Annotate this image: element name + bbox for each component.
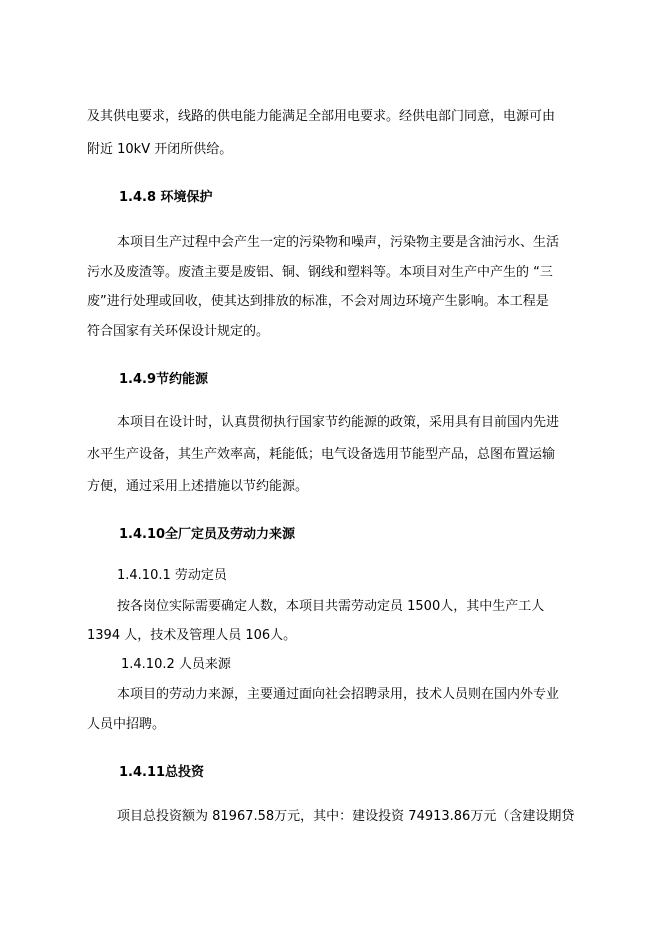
section-heading-environment: 1.4.8 环境保护 — [119, 190, 213, 205]
investment-para-line: 项目总投资额为 81967.58万元，其中：建设投资 74913.86万元（含建设期贷 — [117, 809, 575, 824]
subsection-heading-labor-quota: 1.4.10.1 劳动定员 — [117, 568, 227, 583]
power-supply-line-2: 附近 10kV 开闭所供给。 — [87, 142, 233, 157]
energy-para-line: 方便，通过采用上述措施以节约能源。 — [87, 479, 309, 494]
staff-para-line: 1394 人，技术及管理人员 106人。 — [87, 628, 297, 643]
subsection-heading-staff-source: 1.4.10.2 人员来源 — [121, 657, 231, 672]
section-heading-energy: 1.4.9节约能源 — [119, 372, 209, 387]
staff-para-line: 按各岗位实际需要确定人数，本项目共需劳动定员 1500人，其中生产工人 — [117, 599, 545, 614]
env-para-line: 符合国家有关环保设计规定的。 — [87, 324, 270, 339]
staff-source-para-line: 本项目的劳动力来源，主要通过面向社会招聘录用，技术人员则在国内外专业 — [117, 687, 560, 702]
power-supply-line-1: 及其供电要求，线路的供电能力能满足全部用电要求。经供电部门同意，电源可由 — [87, 109, 556, 124]
env-para-line: 污水及废渣等。废渣主要是废铝、铜、钢线和塑料等。本项目对生产中产生的 “三 — [87, 265, 553, 280]
staff-source-para-line: 人员中招聘。 — [87, 717, 166, 732]
section-heading-staff: 1.4.10全厂定员及劳动力来源 — [119, 527, 296, 542]
section-heading-investment: 1.4.11总投资 — [119, 765, 205, 780]
energy-para-line: 本项目在设计时，认真贯彻执行国家节约能源的政策，采用具有目前国内先进 — [117, 415, 560, 430]
energy-para-line: 水平生产设备，其生产效率高，耗能低；电气设备选用节能型产品，总图布置运输 — [87, 447, 556, 462]
env-para-line: 废”进行处理或回收，使其达到排放的标准，不会对周边环境产生影响。本工程是 — [87, 294, 549, 309]
env-para-line: 本项目生产过程中会产生一定的污染物和噪声，污染物主要是含油污水、生活 — [117, 235, 560, 250]
